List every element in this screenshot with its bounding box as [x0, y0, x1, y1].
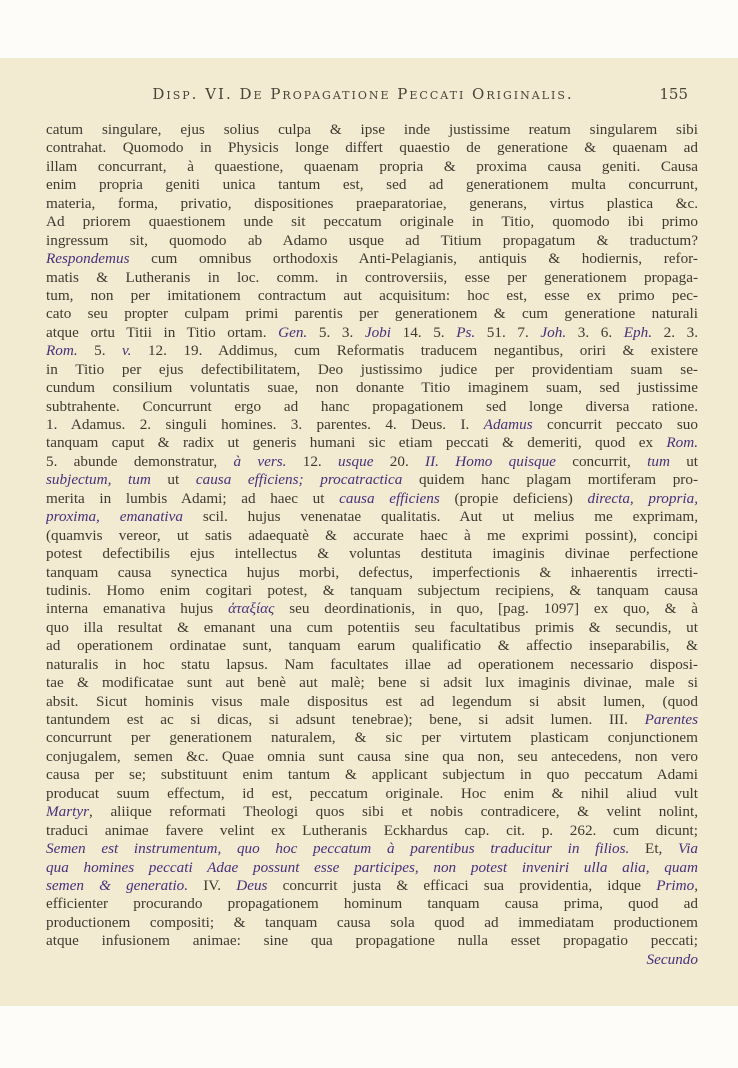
text-line: Respondemus cum omnibus orthodoxis Anti-Pelagianis, antiquis & hodiernis, refor-	[46, 250, 698, 268]
text-line: tanquam caput & radix ut generis humani sic etiam peccati & demeriti, quod ex Rom.	[46, 434, 698, 452]
text-line: tae & modificatae sunt aut benè aut malè; bene si adsit lux imaginis divinae, male si	[46, 674, 698, 692]
text-line: conjugalem, semen &c. Quae omnia sunt causa sine qua non, seu antecedens, non vero	[46, 747, 698, 765]
text-line: potest defectibilis ejus intellectus & voluntas destituta imaginis divinae perfectione	[46, 545, 698, 563]
text-line: matis & Lutheranis in loc. comm. in controversiis, esse per generationem propaga-	[46, 268, 698, 286]
text-line: atque ortu Titii in Titio ortam. Gen. 5. 3. Jobi 14. 5. Ps. 51. 7. Joh. 3. 6. Eph. 2. 3.	[46, 323, 698, 341]
text-line: quo illa resultat & emanant una cum potentiis seu facultatibus primis & secundis, ut	[46, 618, 698, 636]
text-line: subtrahente. Concurrunt ergo ad hanc propagationem sed longe diversa ratione.	[46, 397, 698, 415]
text-line: interna emanativa hujus ἀταξίας seu deordinationis, in quo, [pag. 1097] ex quo, & à	[46, 600, 698, 618]
text-line: absit. Sicut hominis visus male dispositus est ad legendum si absit lumen, (quod	[46, 692, 698, 710]
text-line: contrahat. Quomodo in Physicis longe differt quaestio de generatione & quaenam ad	[46, 139, 698, 157]
text-line: atque infusionem animae: sine qua propagatione nulla esset propagatio peccati;	[46, 932, 698, 950]
text-line: tanquam causa synectica hujus morbi, defectus, imperfectionis & inhaerentis irrecti-	[46, 563, 698, 581]
text-line: 1. Adamus. 2. singuli homines. 3. parentes. 4. Deus. I. Adamus concurrit peccato suo	[46, 416, 698, 433]
text-line: Secundo	[646, 950, 698, 968]
page-header	[48, 85, 690, 109]
text-line: in Titio per ejus defectibilitatem, Deo justissimo judice per providentiam suam se-	[46, 360, 698, 378]
body-text	[46, 121, 698, 969]
text-line: 5. abunde demonstratur, à vers. 12. usque 20. II. Homo quisque concurrit, tum ut	[46, 452, 698, 470]
text-line: Semen est instrumentum, quo hoc peccatum à parentibus traducitur in filios. Et, Via	[46, 840, 698, 858]
text-line: proxima, emanativa scil. hujus venenatae qualitatis. Aut ut melius me exprimam,	[46, 508, 698, 526]
text-line: ad operationem ordinatae sunt, tanquam earum qualificatio & affectio inseparabilis, &	[46, 637, 698, 655]
text-line: producat suum effectum, id est, peccatum originale. Hoc enim & nihil aliud vult	[46, 784, 698, 802]
text-line: cato seu propter culpam primi parentis per generationem & cum generatione naturali	[46, 305, 698, 323]
text-line: tum, non per imitationem contractum aut acquisitum: hoc est, esse ex primo pec-	[46, 286, 698, 304]
text-line: materia, forma, privatio, dispositiones praeparatoriae, generans, virtus plastica &c.	[46, 194, 698, 212]
text-line: catum singulare, ejus solius culpa & ipse inde justissime reatum singularem sibi	[46, 121, 698, 138]
text-line: ingressum sit, quomodo ab Adamo usque ad Titium propagatum & traductum?	[46, 231, 698, 249]
text-line: efficienter procurando propagationem hominum tanquam causa prima, quod ad	[46, 895, 698, 913]
text-line: Rom. 5. v. 12. 19. Addimus, cum Reformatis traducem negantibus, oriri & existere	[46, 342, 698, 360]
text-line: semen & generatio. IV. Deus concurrit justa & efficaci sua providentia, idque Primo,	[46, 876, 698, 894]
book-page	[0, 58, 738, 1006]
text-line: subjectum, tum ut causa efficiens; procatractica quidem hanc plagam mortiferam pro-	[46, 471, 698, 489]
text-line: tantundem est ac si dicas, si adsunt tenebrae); bene, si adsit lumen. III. Parentes	[46, 711, 698, 728]
text-line: (quamvis vereor, ut satis adaequatè & accurate haec à me exprimi possint), concipi	[46, 526, 698, 544]
running-head: Disp. VI. De Propagatione Peccati Originalis.	[152, 85, 574, 103]
text-line: causa per se; substituunt enim tantum & applicant subjectum in quo peccatum Adami	[46, 766, 698, 784]
text-line: enim propria geniti unica tantum est, sed ad generationem multa concurrunt,	[46, 176, 698, 194]
text-line: tudinis. Homo enim cogitari potest, & tanquam subjectum recipiens, & tanquam causa	[46, 581, 698, 599]
text-line: traduci animae favere velint ex Lutheranis Eckhardus cap. cit. p. 262. cum dicunt;	[46, 821, 698, 839]
text-line: concurrunt per generationem naturalem, & sic per virtutem plasticam conjunctionem	[46, 729, 698, 747]
text-line: Ad priorem quaestionem unde sit peccatum originale in Titio, quomodo ibi primo	[46, 213, 698, 231]
page-number: 155	[659, 85, 688, 103]
text-line: illam concurrant, à quaestione, quaenam propria & proxima causa geniti. Causa	[46, 157, 698, 175]
text-line: productionem compositi; & tanquam causa sola quod ad immediatam productionem	[46, 913, 698, 931]
text-line: cundum consilium voluntatis suae, non donante Titio imaginem suam, sed justissime	[46, 379, 698, 397]
text-line: naturalis in hoc statu lapsus. Nam facultates illae ad operationem necessario disposi-	[46, 655, 698, 673]
text-line: qua homines peccati Adae possunt esse participes, non potest inveniri ulla alia, quam	[46, 858, 698, 876]
text-line: Martyr, aliique reformati Theologi quos sibi et nobis contradicere, & velint nolint,	[46, 803, 698, 821]
text-line: merita in lumbis Adami; ad haec ut causa efficiens (propie deficiens) directa, propria,	[46, 489, 698, 507]
